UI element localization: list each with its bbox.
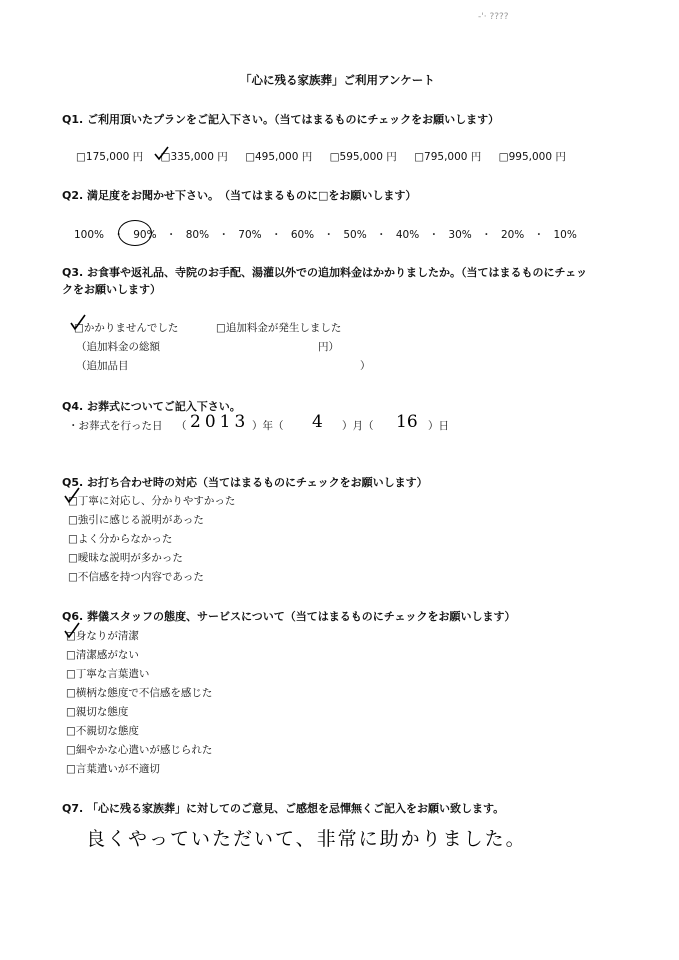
q2-question: Q2. 満足度をお聞かせ下さい。 （当てはまるものに□をお願いします） [62,189,417,202]
q5-checkmark-icon [64,488,80,504]
q5-option-distrust[interactable]: □不信感を持つ内容であった [68,571,204,583]
q2-sep: ・ [113,229,124,241]
q4-paren-open: （ [176,420,187,432]
q2-sep: ・ [376,229,387,241]
q2-sep: ・ [218,229,229,241]
q4-question: Q4. お葬式についてご記入下さい。 [62,400,241,413]
q6-option-kind[interactable]: □親切な態度 [66,706,129,718]
q2-sep: ・ [533,229,545,241]
q6-option-inappropriate-words[interactable]: □言葉遣いが不適切 [66,763,160,775]
q2-option-80[interactable]: 80% [185,229,210,241]
q3-option-none[interactable]: □かかりませんでした [74,322,179,334]
q5-option-vague[interactable]: □曖昧な説明が多かった [68,552,183,564]
q2-sep: ・ [270,229,282,241]
q2-option-30[interactable]: 30% [448,229,472,241]
q4-day-value[interactable]: 16 [396,412,418,432]
q4-year-value[interactable]: 2013 [190,412,250,432]
q1-option-595000[interactable]: □595,000 円 [329,151,397,163]
q2-option-70[interactable]: 70% [238,229,262,241]
q3-checkmark-icon [70,315,86,331]
q3-items-close: ） [360,360,371,372]
q2-selection-circle [118,220,152,246]
q2-option-20[interactable]: 20% [500,229,525,241]
q4-day-label: ）日 [428,420,449,432]
q3-question-line1: Q3. お食事や返礼品、寺院のお手配、湯灌以外での追加料金はかかりましたか。（当てはまるものにチェッ [62,266,588,279]
q3-total-label: （追加料金の総額 [76,341,160,353]
q6-checkmark-icon [64,623,80,639]
q4-month-label: ）月（ [342,420,374,432]
q3-items-label: （追加品目 [76,360,129,372]
q3-question-line2: クをお願いします） [62,283,161,296]
q1-checkmark-icon [154,146,170,162]
q5-option-unclear[interactable]: □よく分からなかった [68,533,173,545]
q1-question: Q1. ご利用頂いたプランをご記入下さい。（当てはまるものにチェックをお願いします） [62,113,500,126]
q1-option-335000[interactable]: □335,000 円 [160,151,228,163]
q5-option-polite[interactable]: □丁寧に対応し、分かりやすかった [68,495,236,507]
q3-option-extra[interactable]: □追加料金が発生しました [216,322,342,334]
q7-question: Q7. 「心に残る家族葬」に対してのご意見、ご感想を忌憚無くご記入をお願い致します。 [62,802,505,815]
q6-option-attentive[interactable]: □細やかな心遣いが感じられた [66,744,213,756]
q4-date-label: ・お葬式を行った日 [68,420,163,432]
q2-option-60[interactable]: 60% [290,229,315,241]
q2-sep: ・ [481,229,492,241]
q1-option-795000[interactable]: □795,000 円 [414,151,482,163]
q4-month-value[interactable]: 4 [312,412,323,432]
q2-option-50[interactable]: 50% [343,229,367,241]
q1-option-495000[interactable]: □495,000 円 [245,151,313,163]
q6-option-unkind[interactable]: □不親切な態度 [66,725,139,737]
q2-option-10[interactable]: 10% [553,229,577,241]
q7-handwritten-answer[interactable]: 良くやっていただいて、非常に助かりました。 [86,828,527,850]
page-title: 「心に残る家族葬」ご利用アンケート [240,73,435,87]
q2-sep: ・ [323,229,334,241]
q1-option-995000[interactable]: □995,000 円 [498,151,566,163]
q2-sep: ・ [165,229,177,241]
q1-options [76,149,566,164]
q2-option-40[interactable]: 40% [395,229,420,241]
q3-total-unit: 円） [318,341,339,353]
q5-option-pushy[interactable]: □強引に感じる説明があった [68,514,204,526]
q2-option-90[interactable]: 90% [133,229,157,241]
q6-option-not-clean[interactable]: □清潔感がない [66,649,139,661]
q1-option-175000[interactable]: □175,000 円 [76,151,144,163]
q6-option-arrogant[interactable]: □横柄な態度で不信感を感じた [66,687,213,699]
q6-option-polite-words[interactable]: □丁寧な言葉遣い [66,668,150,680]
q2-sep: ・ [428,229,440,241]
q6-option-clean-appearance[interactable]: □身なりが清潔 [66,630,139,642]
q4-year-label: ）年（ [252,420,284,432]
q6-question: Q6. 葬儀スタッフの態度、サービスについて（当てはまるものにチェックをお願いします） [62,610,516,623]
q2-option-100[interactable]: 100% [74,229,105,241]
q5-question: Q5. お打ち合わせ時の対応（当てはまるものにチェックをお願いします） [62,476,428,489]
scan-header-mark: -'· ???? [478,12,509,22]
